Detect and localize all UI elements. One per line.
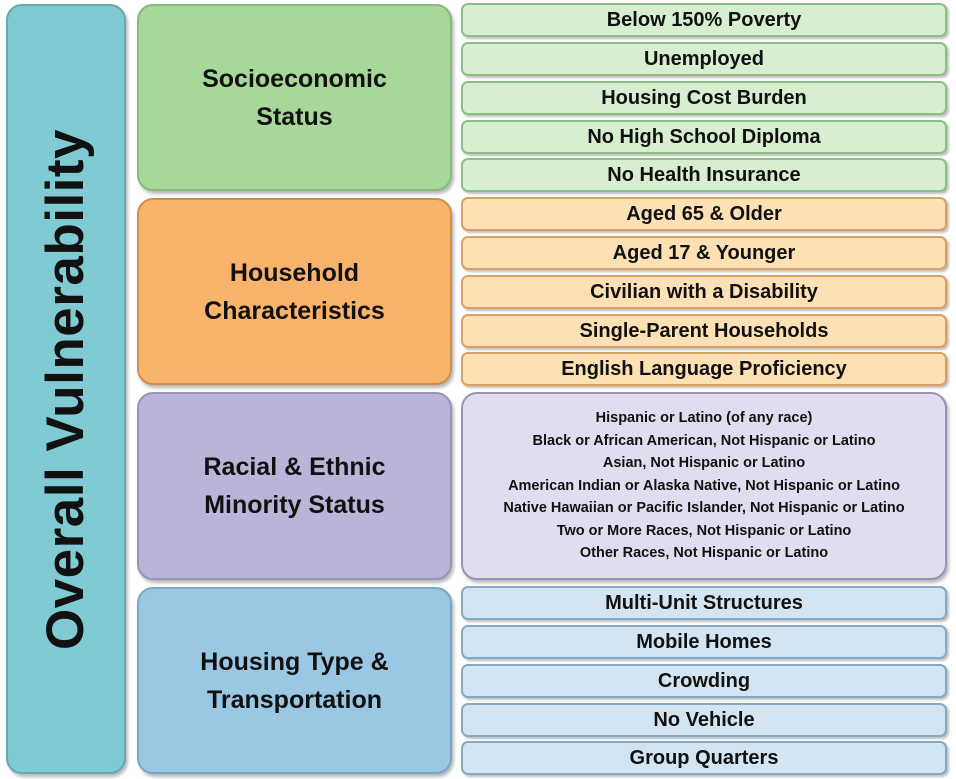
variable-black-african-american: Black or African American, Not Hispanic or Latino xyxy=(532,432,876,449)
theme-housing-type-transportation xyxy=(137,587,452,774)
variable-no-vehicle: No Vehicle xyxy=(461,703,947,737)
variable-no-health-insurance: No Health Insurance xyxy=(461,158,947,192)
theme-socioeconomic-status xyxy=(137,4,452,191)
variable-two-or-more-races: Two or More Races, Not Hispanic or Latino xyxy=(556,522,852,539)
variable-no-high-school-diploma: No High School Diploma xyxy=(461,120,947,154)
theme-socioeconomic-line1: Socioeconomic xyxy=(202,64,387,93)
theme-housing-line2: Transportation xyxy=(206,685,382,714)
minority-variables-box xyxy=(461,392,947,580)
variable-multi-unit-structures: Multi-Unit Structures xyxy=(461,586,947,620)
variable-crowding: Crowding xyxy=(461,664,947,698)
variable-aged-17-younger: Aged 17 & Younger xyxy=(461,236,947,270)
theme-household-line2: Characteristics xyxy=(204,296,385,325)
theme-household-characteristics xyxy=(137,198,452,385)
variable-american-indian-alaska-native: American Indian or Alaska Native, Not Hispanic or Latino xyxy=(508,477,900,494)
variable-group-quarters: Group Quarters xyxy=(461,741,947,775)
variable-native-hawaiian-pacific-islander: Native Hawaiian or Pacific Islander, Not Hispanic or Latino xyxy=(503,500,905,517)
variable-civilian-disability: Civilian with a Disability xyxy=(461,275,947,309)
theme-housing-line1: Housing Type & xyxy=(200,647,389,676)
theme-minority-line2: Minority Status xyxy=(204,491,385,519)
variable-mobile-homes: Mobile Homes xyxy=(461,625,947,659)
theme-socioeconomic-line2: Status xyxy=(256,102,333,131)
variable-below-150-poverty: Below 150% Poverty xyxy=(461,3,947,37)
theme-household-line1: Household xyxy=(229,258,360,287)
variable-aged-65-older: Aged 65 & Older xyxy=(461,197,947,231)
overall-vulnerability-label: Overall Vulnerability xyxy=(36,128,96,650)
overall-vulnerability-box xyxy=(6,4,126,774)
variable-other-races: Other Races, Not Hispanic or Latino xyxy=(579,545,829,562)
variable-asian: Asian, Not Hispanic or Latino xyxy=(602,455,806,472)
variable-unemployed: Unemployed xyxy=(461,42,947,76)
theme-racial-ethnic-minority-status xyxy=(137,392,452,580)
variable-hispanic-latino: Hispanic or Latino (of any race) xyxy=(595,410,813,427)
variable-housing-cost-burden: Housing Cost Burden xyxy=(461,81,947,115)
theme-minority-line1: Racial & Ethnic xyxy=(203,453,386,481)
variable-english-language-proficiency: English Language Proficiency xyxy=(461,352,947,386)
variable-single-parent-households: Single-Parent Households xyxy=(461,314,947,348)
